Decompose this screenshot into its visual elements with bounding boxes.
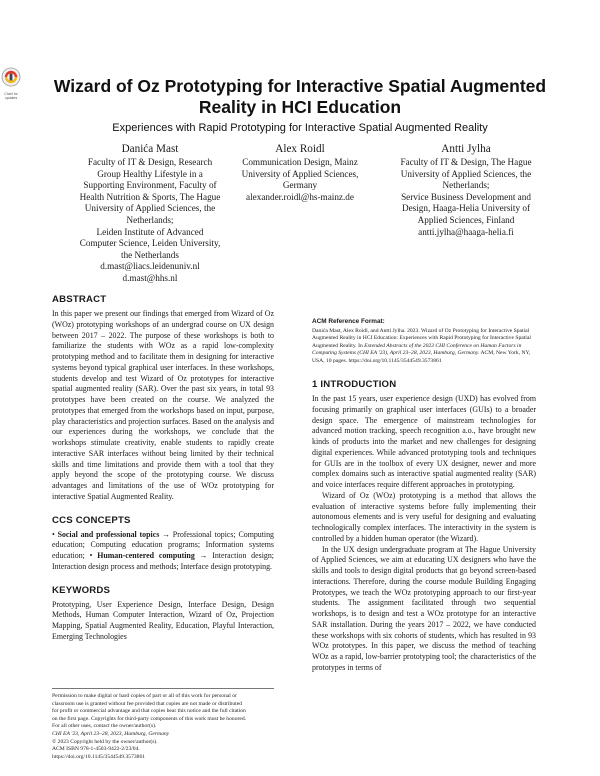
affiliation-line: Computer Science, Leiden University, — [79, 238, 221, 249]
affiliation-line: Applied Sciences, Finland — [417, 214, 515, 225]
left-column — [52, 294, 274, 641]
paper-title: Wizard of Oz Prototyping for Interactive Spatial Augmented Reality in HCI Education — [53, 76, 547, 117]
acm-reference-heading: ACM Reference Format: — [312, 318, 385, 325]
author-block-3 — [368, 142, 564, 238]
acm-reference-text: Danića Mast, Alex Roidl, and Antti Jylha. 2023. Wizard of Oz Prototyping for Interactive Spatial Augmented Reality in HCI Education: Experiences with Rapid Prototyping for Interactive Spatial Augmented Reality. In Extended Abstracts of the 2023 CHI Conference on Human Factors in Computing Systems (CHI EA '23), April 23–28, 2023, Hamburg, Germany. ACM, New York, NY, USA, 10 pages. https://doi.org/10.1145/3544549.3573861 — [312, 328, 531, 364]
intro-paragraph: In the UX design undergraduate program at The Hague University of Applied Sciences, we aim at educating UX designers who have the skills and tools to design digital products that go beyond screen-based interactions. Therefore, during the course module Building Engaging Prototypes, we teach the WOz prototyping approach to our first-year students. The assignment facilitated through two sequential workshops, is to design and test a WOz prototype for an interactive SAR installation. During the years 2017 – 2022, we have conducted these workshops with six cohorts of students, which has resulted in 93 WOz prototypes. In this paper, we discuss the method of teaching WOz as a rapid, low-barrier prototyping tool; the characteristics of the prototypes in terms of — [312, 544, 536, 672]
affiliation-line: Supporting Environment, Faculty of — [83, 180, 217, 191]
ccs-text: • Social and professional topics → Professional topics; Computing education; Computing education programs; Information systems education; • Human-centered computing → Interaction design; Interaction design process and methods; Interface design prototyping. — [52, 529, 274, 571]
ccs-heading: CCS CONCEPTS — [52, 514, 131, 526]
intro-paragraph: Wizard of Oz (WOz) prototyping is a method that allows the evaluation of interactive systems before fully implementing their autonomous elements and is very useful for designing and evaluating technologically complex interfaces. The interactivity in the system is controlled by a hidden human operator (the Wizard). — [312, 490, 536, 543]
author-name: Antti Jylha — [441, 143, 491, 155]
keywords-heading: KEYWORDS — [52, 584, 111, 596]
author-email[interactable]: alexander.roidl@hs-mainz.de — [246, 191, 354, 202]
author-name: Alex Roidl — [275, 143, 325, 155]
intro-paragraph: In the past 15 years, user experience design (UXD) has evolved from focusing primarily on graphical user interfaces (GUIs) to a broader design space. The emergence of mainstream technologies for advanced motion tracking, speech recognition a.o., have brought new kinds of products into the market and new challenges for designing digital experiences. While advanced prototyping tools and techniques for GUIs are in the toolbox of every UX designer, newer and more complex domains such as interactive spatial augmented reality (SAR) and voice interfaces require different approaches in prototyping. — [312, 394, 536, 490]
affiliation-line: Health Nutrition & Sports, The Hague — [79, 191, 221, 202]
affiliation-line: Netherlands; — [442, 180, 490, 191]
right-column — [312, 294, 536, 674]
affiliation-line: Faculty of IT & Design, The Hague — [400, 157, 532, 167]
affiliation-line: Group Healthy Lifestyle in a — [97, 168, 203, 179]
affiliation-line: Design, Haaga-Helia University of — [401, 203, 531, 214]
affiliation-line: Faculty of IT & Design, Research — [87, 157, 213, 167]
affiliation-line: the Netherlands — [121, 249, 179, 260]
author-email[interactable]: d.mast@hhs.nl — [122, 272, 178, 283]
affiliation-line: University of Applied Sciences, the — [400, 168, 532, 179]
introduction-heading: 1 INTRODUCTION — [312, 379, 397, 391]
affiliation-line: Germany — [282, 180, 318, 191]
affiliation-line: University of Applied Sciences, the — [84, 203, 216, 214]
doi-link[interactable]: https://doi.org/10.1145/3544549.3573861 — [52, 753, 146, 760]
affiliation-line: University of Applied Sciences, — [241, 168, 359, 179]
keywords-text: Prototyping, User Experience Design, Interface Design, Design Methods, Human Computer Interaction, Wizard of Oz, Projection Mapping, Spatial Augmented Reality, Education, Playful Interaction, Emerging Technologies — [52, 599, 274, 641]
permission-footnote: Permission to make digital or hard copies of part or all of this work for personal or classroom use is granted without fee provided that copies are not made or distributed for profit or commercial advantage and that copies bear this notice and the full citation on the first page. Copyrights for third-party components of this work must be honored. For all other uses, contact the owner/author(s). CHI EA '23, April 23–28, 2023, Hamburg, Germany © 2023 Copyright held by the owner/author(s). ACM ISBN 978-1-4503-9422-2/23/04. https://doi.org/10.1145/3544549.3573861 — [52, 688, 274, 761]
author-email[interactable]: d.mast@liacs.leidenuniv.nl — [100, 261, 200, 272]
author-email[interactable]: antti.jylha@haaga-helia.fi — [418, 226, 514, 237]
author-block-2 — [206, 142, 394, 203]
check-for-updates-icon[interactable] — [0, 66, 22, 92]
abstract-heading: ABSTRACT — [52, 294, 107, 305]
affiliation-line: Netherlands; — [126, 214, 174, 225]
paper-subtitle: Experiences with Rapid Prototyping for Interactive Spatial Augmented Reality — [112, 122, 488, 134]
affiliation-line: Communication Design, Mainz — [242, 157, 358, 167]
affiliation-line: Service Business Development and — [401, 191, 531, 202]
badge-label: Chart for updates — [4, 92, 18, 100]
affiliation-line: Leiden Institute of Advanced — [96, 226, 204, 237]
author-name: Danića Mast — [121, 143, 179, 155]
abstract-text: In this paper we present our findings that emerged from Wizard of Oz (WOz) prototyping workshops of an undergrad course on UX design between 2017 – 2022. The purpose of these workshops is both to familiarize the students with WOz as a rapid low-complexity prototyping method and to facilitate them in designing for interactive systems beyond typical graphical user interfaces. In these workshops, students develop and test Wizard of Oz prototypes for interactive spatial augmented reality (SAR). Over the past six years, in total 93 prototypes have been created on the course. We analyzed the prototypes that emerged from the workshops based on input, purpose, play characteristics and projection surfaces. Based on the analysis and our experiences during the workshops, we conclude that the workshops stimulate creativity, enable students to rapidly create interactive SAR interfaces without being limited by their technical skills and time limitations and provide them with a tool that they apply beyond the scope of the prototyping course. We discuss advantages and limitations of the use of WOz prototyping for interactive Spatial Augmented Reality. — [52, 309, 274, 501]
